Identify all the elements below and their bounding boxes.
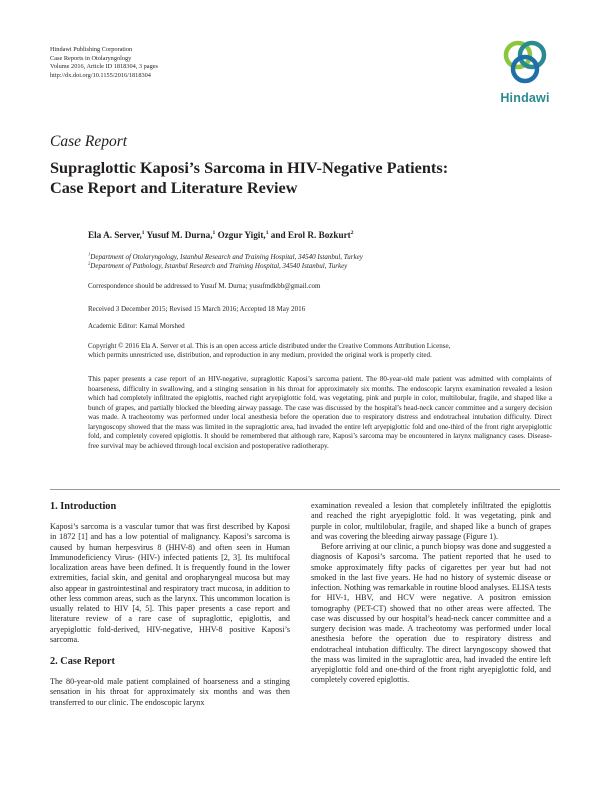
author-list — [88, 230, 568, 240]
case-report-paragraph-continued: examination revealed a lesion that completely infiltrated the epiglottis and reached the right aryepiglottic fold. It was vegetating, pink and purple in color, multilobular, fragile, and shaped like a bunch of grapes and was covering the bleeding airway passage (Figure 1). — [311, 501, 551, 541]
logo-wordmark: Hindawi — [500, 91, 550, 105]
affiliation-2: $^2$Department of Pathology, Istanbul Research and Training Hospital, 34540 Istanbul, Turkey — [88, 261, 348, 271]
author-affiliation-mark: 1 — [212, 229, 216, 236]
article-title — [50, 158, 560, 198]
author-name: Ela A. Server, — [88, 230, 142, 240]
copyright-notice — [88, 342, 558, 361]
received-dates: Received 3 December 2015; Revised 15 March 2016; Accepted 18 May 2016 — [88, 305, 306, 313]
author-affiliation-mark: 1 — [141, 229, 145, 236]
case-report-paragraph-2: Before arriving at our clinic, a punch biopsy was done and suggested a diagnosis of Kaposi’s sarcoma. The patient reported that he used to smoke approximately fifty packs of cigarettes per year but had not smoked in the last five years. He had no history of systemic disease or infection. Nothing was remarkable in routine blood analyses. ELISA tests for HIV-1, HBV, and HCV were negative. A positron emission tomography (PET-CT) showed that no other areas were affected. The case was discussed by our hospital’s head-neck cancer committee and a surgery decision was made. A tracheotomy was performed under local anesthesia before the operation due to respiratory distress and endotracheal intubation difficulty. The direct laryngoscopy showed that the mass was limited in the supraglottic area, had invaded the entire left aryepiglottic fold and one-third of the front right aryepiglottic fold, and completely covered epiglottis. — [311, 542, 551, 685]
section-divider — [50, 489, 560, 490]
case-report-heading: 2. Case Report — [50, 656, 115, 667]
affiliations — [88, 253, 558, 272]
case-report-paragraph-start: The 80-year-old male patient complained of hoarseness and a stinging sensation in his throat for approximately six months and was then transferred to our clinic. The endoscopic larynx — [50, 677, 290, 707]
journal-header — [50, 46, 370, 80]
article-type: Case Report — [50, 133, 128, 150]
copyright-line-2: which permits unrestricted use, distribution, and reproduction in any medium, provided the original work is properly cited. — [88, 351, 432, 360]
volume-line: Volume 2016, Article ID 1818304, 3 pages — [50, 63, 158, 71]
affiliation-1: $^1$Department of Otolaryngology, Istanbul Research and Training Hospital, 34540 Istanbul, Turkey — [88, 251, 363, 261]
author-name: Ozgur Yigit, — [217, 230, 266, 240]
academic-editor: Academic Editor: Kamal Morshed — [88, 322, 185, 330]
hindawi-logo — [491, 38, 559, 108]
affiliation-mark: 1 — [88, 251, 91, 257]
author-name: Yusuf M. Durna, — [146, 230, 213, 240]
author-affiliation-mark: 2 — [350, 229, 354, 236]
introduction-heading: 1. Introduction — [50, 501, 117, 512]
introduction-paragraph: Kaposi’s sarcoma is a vascular tumor that was first described by Kaposi in 1872 [1] and has a low potential of malignancy. Kaposi’s sarcoma is caused by human herpesvirus 8 (HHV-8) and often seen in Human Immunodeficiency Virus- (HIV-) infected patients [2, 3]. Its multifocal localization areas have been defined. It is frequently found in the lower extremities, facial skin, and genital and oropharyngeal mucosa but may also appear in gastrointestinal and respiratory tract mucosa, in addition to other less common areas, such as the larynx. This uncommon location is usually related to HIV [4, 5]. This paper presents a case report and literature review of a rare case of supraglottic, epiglottis, and aryepiglottic fold-derived, HIV-negative, HHV-8 positive Kaposi’s sarcoma. — [50, 522, 290, 644]
title-line-2: Case Report and Literature Review — [50, 178, 298, 197]
affiliation-mark: 2 — [88, 261, 91, 267]
publisher-name: Hindawi Publishing Corporation — [50, 46, 133, 53]
doi-link[interactable]: http://dx.doi.org/10.1155/2016/1818304 — [50, 71, 151, 79]
author-name: and Erol R. Bozkurt — [270, 230, 351, 240]
title-line-1: Supraglottic Kaposi’s Sarcoma in HIV-Negative Patients: — [50, 158, 449, 177]
correspondence: Correspondence should be addressed to Yusuf M. Durna; yusufmdkbb@gmail.com — [88, 282, 321, 290]
hindawi-rings-icon — [491, 38, 559, 90]
right-column — [311, 501, 551, 686]
author-affiliation-mark: 1 — [265, 229, 269, 236]
abstract: This paper presents a case report of an HIV-negative, supraglottic Kaposi’s sarcoma patient. The 80-year-old male patient was admitted with complaints of hoarseness, difficulty in swallowing, and a stinging sensation in his throat for approximately six months. The endoscopic larynx examination revealed a lesion which had completely infiltrated the epiglottis, reached right aryepiglottic fold, was vegetating, pink and purple in color, multilobular, fragile, and shaped like a bunch of grapes, and partially blocked the bleeding airway passage. The case was discussed by the hospital’s head-neck cancer committee and a surgery decision was made. A tracheotomy was performed under local anesthesia before the operation due to respiratory distress and endotracheal intubation difficulty. Direct laryngoscopy showed that the mass was limited in the supraglottic area, had invaded the entire left aryepiglottic fold and one-third of the front right aryepiglottic fold, and completely covered epiglottis. It should be remembered that although rare, Kaposi’s sarcoma may be encountered in larynx malignancy cases. Disease-free survival may be achieved through local excision and postoperative radiotherapy. — [88, 375, 552, 450]
journal-name: Case Reports in Otolaryngology — [50, 54, 132, 62]
left-column — [50, 501, 290, 708]
copyright-line-1: Copyright © 2016 Ela A. Server et al. This is an open access article distributed under the Creative Commons Attribution License, — [88, 342, 451, 350]
